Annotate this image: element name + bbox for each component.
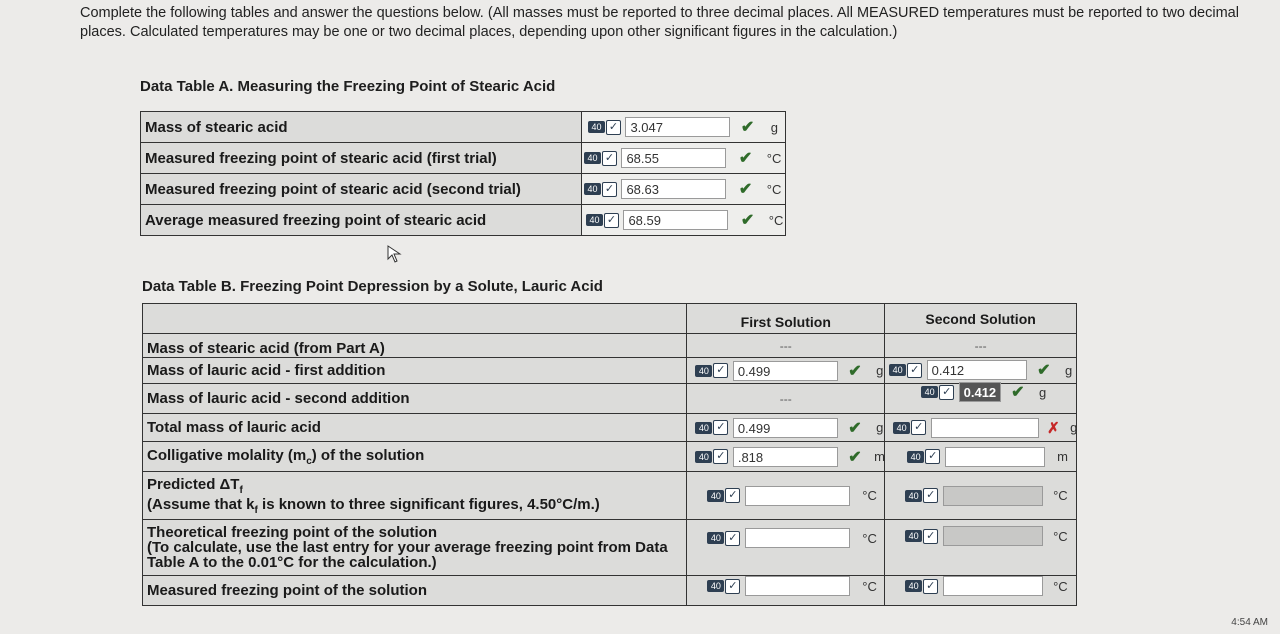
unit-label: °C xyxy=(1053,578,1068,594)
value-cell xyxy=(687,358,885,384)
unit-label: g xyxy=(1064,362,1073,378)
unit-label: g xyxy=(1070,420,1078,435)
first-lauric-mass-input[interactable]: 0.499 xyxy=(733,361,838,381)
correct-check-icon: ✔ xyxy=(738,150,753,167)
calculator-badge-icon[interactable]: 40 xyxy=(586,214,603,226)
value-cell xyxy=(885,384,1077,414)
calculator-badge-icon[interactable]: 40 xyxy=(893,422,910,434)
row-label: Measured freezing point of the solution xyxy=(143,576,687,606)
unit-label: °C xyxy=(1053,528,1068,544)
value-cell xyxy=(687,472,885,520)
value-cell xyxy=(582,174,786,205)
value-cell xyxy=(687,442,885,472)
calculator-badge-icon[interactable]: 40 xyxy=(695,451,712,463)
row-label: Mass of stearic acid xyxy=(141,112,582,143)
submit-check-icon[interactable]: ✓ xyxy=(907,363,922,378)
second-predicted-delta-input[interactable] xyxy=(943,486,1043,506)
table-row xyxy=(141,112,786,143)
table-row xyxy=(141,174,786,205)
unit-label: g xyxy=(876,363,884,378)
table-row xyxy=(143,520,1077,576)
correct-check-icon: ✔ xyxy=(740,119,755,136)
data-table-b xyxy=(142,303,1077,606)
calculator-badge-icon[interactable]: 40 xyxy=(707,580,724,592)
second-lauric-mass1-input[interactable]: 0.412 xyxy=(927,360,1027,380)
submit-check-icon[interactable]: ✓ xyxy=(939,385,954,400)
submit-check-icon[interactable]: ✓ xyxy=(725,488,740,503)
calculator-badge-icon[interactable]: 40 xyxy=(588,121,605,133)
submit-check-icon[interactable]: ✓ xyxy=(923,579,938,594)
correct-check-icon: ✔ xyxy=(1037,362,1051,379)
submit-check-icon[interactable]: ✓ xyxy=(713,363,728,378)
row-label: Mass of lauric acid - second addition xyxy=(143,384,687,414)
row-label: Average measured freezing point of stearic acid xyxy=(141,205,582,236)
submit-check-icon[interactable]: ✓ xyxy=(713,449,728,464)
value-cell xyxy=(687,576,885,606)
empty-indicator: --- xyxy=(687,384,885,414)
unit-label: g xyxy=(770,119,778,135)
value-cell xyxy=(582,112,786,143)
table-row xyxy=(143,414,1077,442)
submit-check-icon[interactable]: ✓ xyxy=(725,579,740,594)
calculator-badge-icon[interactable]: 40 xyxy=(921,386,938,398)
submit-check-icon[interactable]: ✓ xyxy=(604,213,619,228)
first-solution-header: First Solution xyxy=(687,304,885,334)
value-cell xyxy=(885,358,1077,384)
calculator-badge-icon[interactable]: 40 xyxy=(905,490,922,502)
unit-label: °C xyxy=(862,530,877,546)
correct-check-icon: ✔ xyxy=(848,448,862,466)
unit-label: °C xyxy=(768,212,784,228)
row-label: Predicted $\Delta T_f$ (Assume that $k_f$ is known to three significant figures, 4.50°C/m.) xyxy=(143,472,687,520)
row-label: Mass of stearic acid (from Part A) xyxy=(143,334,687,358)
freezing-point-trial1-input[interactable]: 68.55 xyxy=(621,148,726,168)
unit-label: g xyxy=(876,420,884,435)
value-cell xyxy=(687,520,885,576)
empty-indicator: --- xyxy=(687,334,885,358)
first-total-lauric-input[interactable]: 0.499 xyxy=(733,418,838,438)
table-b-title: Data Table B. Freezing Point Depression by a Solute, Lauric Acid xyxy=(142,278,603,295)
value-cell xyxy=(885,576,1077,606)
submit-check-icon[interactable]: ✓ xyxy=(911,420,926,435)
correct-check-icon: ✔ xyxy=(848,362,862,380)
row-label: Total mass of lauric acid xyxy=(143,414,687,442)
correct-check-icon: ✔ xyxy=(740,212,755,229)
value-cell xyxy=(582,143,786,174)
submit-check-icon[interactable]: ✓ xyxy=(602,182,617,197)
table-row xyxy=(143,334,1077,358)
calculator-badge-icon[interactable]: 40 xyxy=(707,532,724,544)
table-row xyxy=(143,384,1077,414)
correct-check-icon: ✔ xyxy=(1011,384,1025,401)
submit-check-icon[interactable]: ✓ xyxy=(923,488,938,503)
table-row xyxy=(143,576,1077,606)
calculator-badge-icon[interactable]: 40 xyxy=(584,152,601,164)
unit-label: °C xyxy=(862,488,877,503)
submit-check-icon[interactable]: ✓ xyxy=(606,120,621,135)
correct-check-icon: ✔ xyxy=(848,419,862,437)
table-row xyxy=(143,358,1077,384)
second-theoretical-fp-input[interactable] xyxy=(943,526,1043,546)
row-label: Mass of lauric acid - first addition xyxy=(143,358,687,384)
second-solution-header: Second Solution xyxy=(885,304,1077,334)
table-a-title: Data Table A. Measuring the Freezing Point of Stearic Acid xyxy=(140,78,556,95)
unit-label: g xyxy=(1038,384,1047,400)
first-theoretical-fp-input[interactable] xyxy=(745,528,850,548)
submit-check-icon[interactable]: ✓ xyxy=(923,529,938,544)
second-lauric-mass2-input[interactable]: 0.412 xyxy=(959,382,1001,402)
table-row xyxy=(143,442,1077,472)
second-measured-fp-input[interactable] xyxy=(943,576,1043,596)
first-molality-input[interactable]: .818 xyxy=(733,447,838,467)
unit-label: °C xyxy=(862,578,877,594)
calculator-badge-icon[interactable]: 40 xyxy=(889,364,906,376)
value-cell xyxy=(885,414,1077,442)
table-row xyxy=(141,205,786,236)
instructions-text: Complete the following tables and answer the questions below. (All masses must be reported to three decimal places. All MEASURED temperatures must be reported to two decimal places. Calculated temperatures may be one or two decimal places, depending upon other significant figures in the calculation.) xyxy=(80,5,1239,40)
value-cell xyxy=(885,442,1077,472)
unit-label: m xyxy=(1057,449,1068,464)
first-measured-fp-input[interactable] xyxy=(745,576,850,596)
unit-label: °C xyxy=(1053,488,1068,503)
value-cell xyxy=(885,472,1077,520)
table-header-row xyxy=(143,304,1077,334)
header-blank xyxy=(143,304,687,334)
empty-indicator: --- xyxy=(885,334,1077,358)
correct-check-icon: ✔ xyxy=(738,181,753,198)
submit-check-icon[interactable]: ✓ xyxy=(725,531,740,546)
data-table-a xyxy=(140,111,786,236)
value-cell xyxy=(687,414,885,442)
calculator-badge-icon[interactable]: 40 xyxy=(905,530,922,542)
row-label: Measured freezing point of stearic acid (second trial) xyxy=(141,174,582,205)
calculator-badge-icon[interactable]: 40 xyxy=(584,183,601,195)
submit-check-icon[interactable]: ✓ xyxy=(602,151,617,166)
second-molality-input[interactable] xyxy=(945,447,1045,467)
unit-label: °C xyxy=(766,150,782,166)
calculator-badge-icon[interactable]: 40 xyxy=(707,490,724,502)
row-label: Measured freezing point of stearic acid (first trial) xyxy=(141,143,582,174)
unit-label: °C xyxy=(766,181,782,197)
average-freezing-point-input[interactable]: 68.59 xyxy=(623,210,728,230)
submit-check-icon[interactable]: ✓ xyxy=(713,420,728,435)
table-row xyxy=(143,472,1077,520)
calculator-badge-icon[interactable]: 40 xyxy=(907,451,924,463)
row-label: Theoretical freezing point of the solution (To calculate, use the last entry for your average freezing point from Data Table A to the 0.01°C for the calculation.) xyxy=(143,520,687,576)
submit-check-icon[interactable]: ✓ xyxy=(925,449,940,464)
mass-stearic-input[interactable]: 3.047 xyxy=(625,117,730,137)
unit-label: m xyxy=(874,449,885,464)
freezing-point-trial2-input[interactable]: 68.63 xyxy=(621,179,726,199)
calculator-badge-icon[interactable]: 40 xyxy=(695,422,712,434)
mouse-cursor-icon xyxy=(386,244,404,264)
system-clock: 4:54 AM xyxy=(1231,617,1268,628)
value-cell xyxy=(885,520,1077,576)
incorrect-x-icon: ✗ xyxy=(1047,419,1060,437)
table-row xyxy=(141,143,786,174)
second-total-lauric-input[interactable] xyxy=(931,418,1039,438)
calculator-badge-icon[interactable]: 40 xyxy=(695,365,712,377)
first-predicted-delta-input[interactable] xyxy=(745,486,850,506)
row-label: Colligative molality $(m_c)$ of the solution xyxy=(143,442,687,472)
value-cell xyxy=(582,205,786,236)
calculator-badge-icon[interactable]: 40 xyxy=(905,580,922,592)
